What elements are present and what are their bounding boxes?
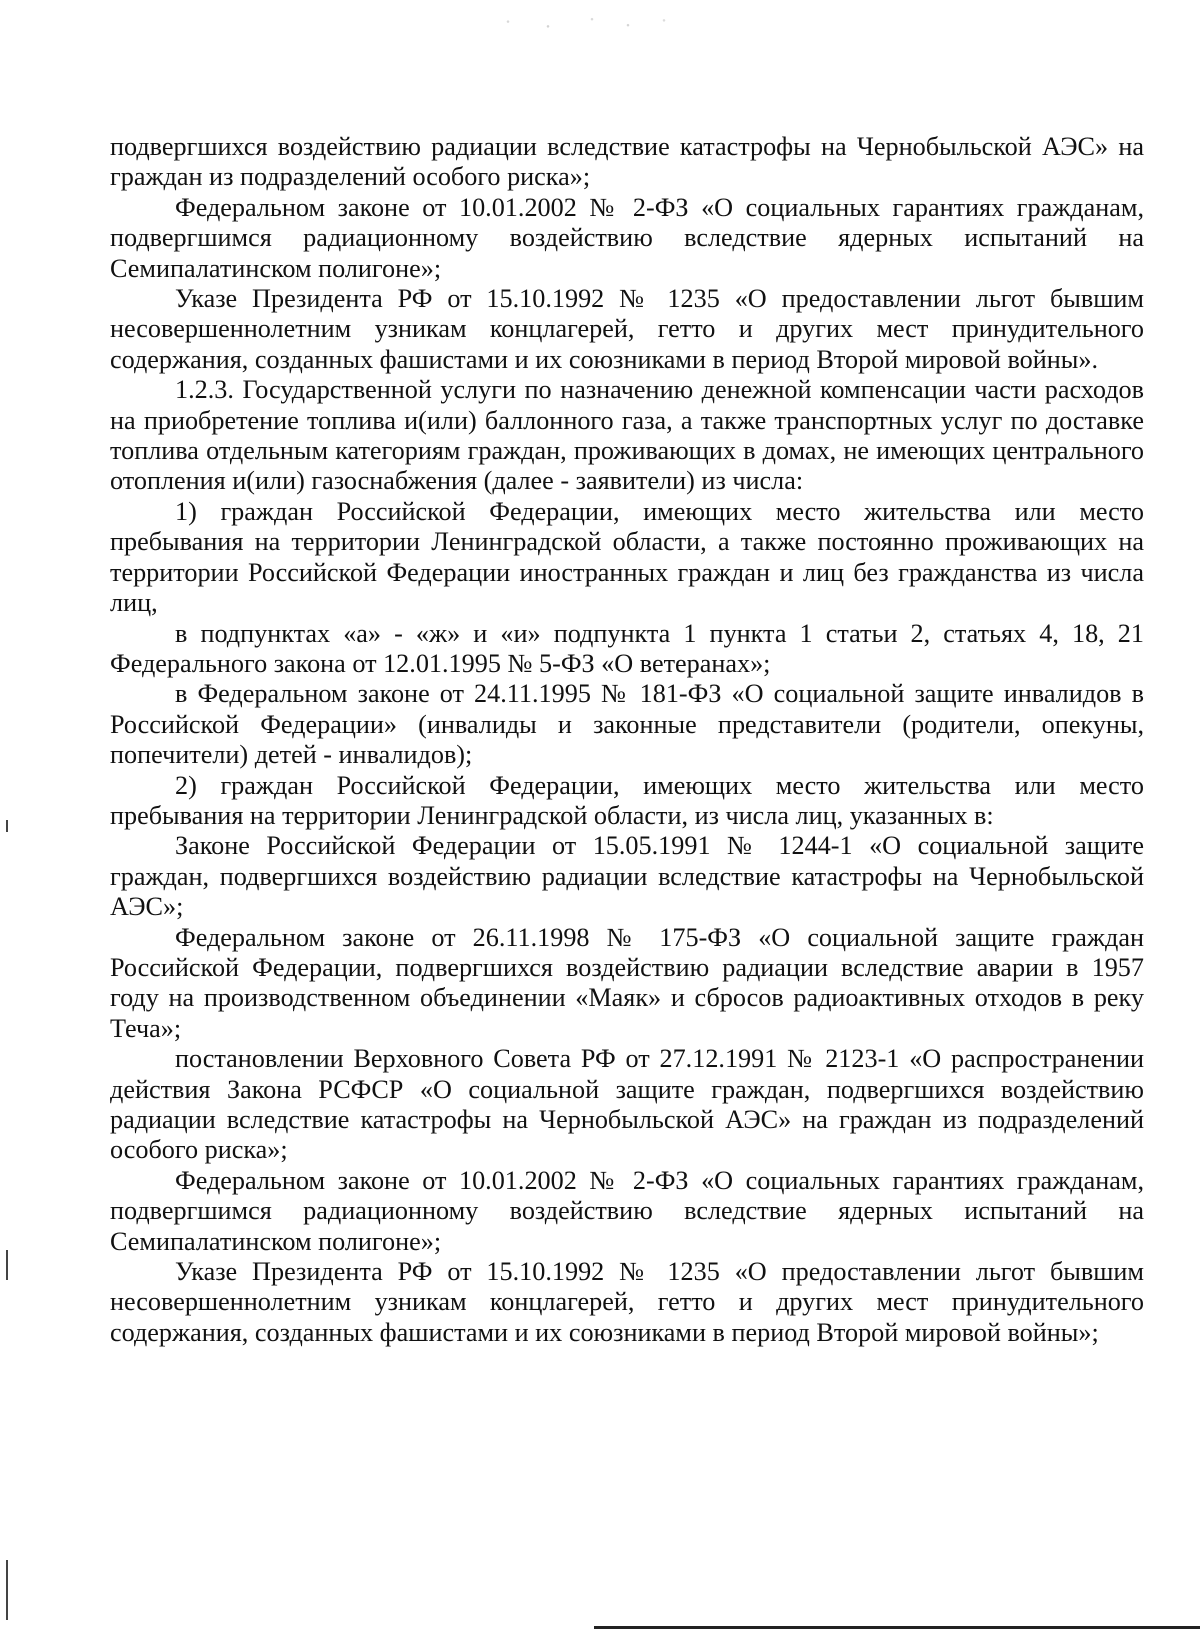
paragraph-decree-1235: Указе Президента РФ от 15.10.1992 № 1235 «О предоставлении льгот бывшим несовершеннолетним узникам концлагерей, гетто и других мест принудительного содержания, созданных фашистами и их союзниками в период Второй мировой войны».: [110, 284, 1144, 374]
paragraph-veterans-law: в подпунктах «а» - «ж» и «и» подпункта 1 пункта 1 статьи 2, статьях 4, 18, 21 Федерального закона от 12.01.1995 № 5-ФЗ «О ветеранах»;: [110, 618, 1144, 678]
paragraph-continuation: подвергшихся воздействию радиации вследствие катастрофы на Чернобыльской АЭС» на граждан из подразделений особого риска»;: [110, 132, 1144, 192]
paragraph-1-2-3: 1.2.3. Государственной услуги по назначению денежной компенсации части расходов на приобретение топлива и(или) баллонного газа, а также транспортных услуг по доставке топлива отдельным категориям граждан, проживающих в домах, не имеющих центрального отопления и(или) газоснабжения (далее - заявители) из числа:: [110, 375, 1144, 496]
document-body: [110, 132, 1144, 1348]
paragraph-decree-1235-repeat: Указе Президента РФ от 15.10.1992 № 1235 «О предоставлении льгот бывшим несовершеннолетним узникам концлагерей, гетто и других мест принудительного содержания, созданных фашистами и их союзниками в период Второй мировой войны»;: [110, 1257, 1144, 1347]
scan-edge-mark: [6, 820, 8, 832]
bottom-edge-line: [594, 1626, 1200, 1629]
scan-edge-mark: [6, 1250, 8, 1280]
paragraph-disabled-law: в Федеральном законе от 24.11.1995 № 181-ФЗ «О социальной защите инвалидов в Российской Федерации» (инвалиды и законные представители (родители, опекуны, попечители) детей - инвалидов);: [110, 679, 1144, 770]
paragraph-law-175fz: Федеральном законе от 26.11.1998 № 175-ФЗ «О социальной защите граждан Российской Федерации, подвергшихся воздействию радиации вследствие аварии в 1957 году на производственном объединении «Маяк» и сбросов радиоактивных отходов в реку Теча»;: [110, 922, 1144, 1043]
paragraph-item-2: 2) граждан Российской Федерации, имеющих место жительства или место пребывания на территории Ленинградской области, из числа лиц, указанных в:: [110, 770, 1144, 830]
scan-noise: [488, 12, 688, 36]
scan-edge-mark: [6, 1560, 8, 1620]
paragraph-law-2fz-repeat: Федеральном законе от 10.01.2002 № 2-ФЗ «О социальных гарантиях гражданам, подвергшимся радиационному воздействию вследствие ядерных испытаний на Семипалатинском полигоне»;: [110, 1165, 1144, 1256]
paragraph-law-2fz: Федеральном законе от 10.01.2002 № 2-ФЗ «О социальных гарантиях гражданам, подвергшимся радиационному воздействию вследствие ядерных испытаний на Семипалатинском полигоне»;: [110, 192, 1144, 283]
paragraph-law-1244-1: Законе Российской Федерации от 15.05.1991 № 1244-1 «О социальной защите граждан, подвергшихся воздействию радиации вследствие катастрофы на Чернобыльской АЭС»;: [110, 831, 1144, 922]
paragraph-resolution-2123-1: постановлении Верховного Совета РФ от 27.12.1991 № 2123-1 «О распространении действия Закона РСФСР «О социальной защите граждан, подвергшихся воздействию радиации вследствие катастрофы на Чернобыльской АЭС» на граждан из подразделений особого риска»;: [110, 1044, 1144, 1165]
paragraph-item-1: 1) граждан Российской Федерации, имеющих место жительства или место пребывания на территории Ленинградской области, а также постоянно проживающих на территории Российской Федерации иностранных граждан и лиц без гражданства из числа лиц,: [110, 496, 1144, 618]
